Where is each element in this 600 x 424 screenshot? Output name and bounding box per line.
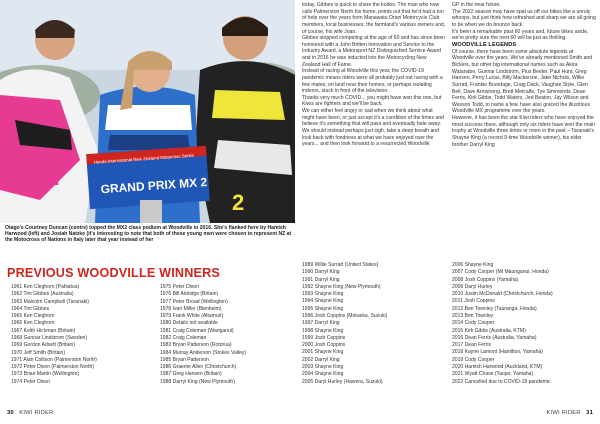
article-paragraph: The 2022 season may have spat us off our bikes like a unruly whoops, but just think how refreshed and sharp we are all going to be when we do bounce back. bbox=[452, 8, 596, 28]
winner-entry: 2015 Kirk Gibbs (Australia, KTM) bbox=[452, 327, 526, 334]
winner-entry: 1994 Shayne King bbox=[302, 298, 344, 305]
winner-entry: 1997 Darryl King bbox=[302, 320, 340, 327]
winner-entry: 2007 Cody Cooper (Mt Maunganui, Honda) bbox=[452, 269, 549, 276]
article-column-1 bbox=[302, 2, 446, 148]
winner-entry: 2008 Josh Coppins (Yamaha) bbox=[452, 276, 519, 283]
footer-left bbox=[7, 410, 54, 416]
rider-right-number: 2 bbox=[232, 190, 245, 215]
winner-entry: 1979 Frank White (Altamuri) bbox=[160, 313, 224, 320]
article-paragraph: We should instead perhaps just sigh, take a deep breath and look back with fondness at what we have enjoyed over the years... and then look forward to a resurrected Woodville bbox=[302, 127, 439, 148]
grand-prix-banner bbox=[86, 146, 210, 209]
winner-entry: 1961 Ken Cleghorn (Pahiatua) bbox=[11, 284, 80, 290]
winner-entry: 1985 Bryan Patterson bbox=[160, 356, 209, 363]
winners-list-2 bbox=[160, 284, 246, 386]
winner-entry: 1970 Jeff Smith (Britain) bbox=[11, 349, 66, 356]
winner-entry: 2018 Kayne Lamont (Hamilton, Yamaha) bbox=[452, 349, 543, 356]
winner-entry: 2009 Daryl Hurley bbox=[452, 283, 493, 290]
winners-list-1 bbox=[11, 284, 97, 386]
article-paragraph: However, it has been the star Kiwi riders who have enjoyed the most success there, although only six riders have won the main trophy at Woodville three times or more in the past – Taranaki's Shayne King (a record 9-time Woodville winner), his elder brother Darryl King bbox=[452, 115, 595, 148]
winner-entry: 1984 Murray Anderson (Stokes Valley) bbox=[160, 349, 247, 356]
winner-entry: 1977 Peter Broad (Wellington) bbox=[160, 298, 228, 305]
winners-list-4 bbox=[452, 262, 553, 386]
winner-entry: 1963 Malcolm Campbell (Taranaki) bbox=[11, 298, 89, 305]
article-paragraph: Instead of racing at Woodville this year, the COVID-19 pandemic means riders were all probably just out racing with a few mates, on land near their homes, or perhaps isolating indoors, stuck in front of the television. bbox=[302, 68, 443, 95]
winner-entry: 1998 Shayne King bbox=[302, 327, 344, 334]
article-column-2 bbox=[452, 2, 596, 148]
winner-entry: 1971 Alan Collison (Palmerston North) bbox=[11, 356, 97, 363]
winner-entry: 1980 Details not available bbox=[160, 320, 218, 327]
winner-entry: 1983 Bryan Patterson (Rotorua) bbox=[160, 342, 232, 349]
photo-caption: Otago's Courtney Duncan (centre) topped the MX2 class podium at Woodville in 2016. She's flanked here by Hamish Harwood (left) and Josiah Natzke (it's interesting to note that both of these young men were chosen to represent NZ at the Motocross of Nations in Italy later that year instead of her bbox=[5, 225, 292, 244]
article-paragraph: It's been a remarkable past 60 years and, future bikes aside, we're pretty sure the next 60 will be just as thrilling. bbox=[452, 28, 589, 42]
winner-entry: 1981 Craig Coleman (Wanganui) bbox=[160, 327, 234, 334]
winner-entry: 2016 Dean Ferris (Australia, Yamaha) bbox=[452, 334, 537, 341]
article-paragraph: Gibbes stopped competing at the age of 60 and has since been honoured with a John Britten Innovation and Service to the Industry Award, a Motorsport NZ Distinguished Service Award and in 2016 he was inducted into the Motorcycling New Zealand Hall of Fame. bbox=[302, 35, 446, 68]
article-paragraph: Of course, there have been some absolute legends at Woodville over the years. We've already mentioned Smith and Bickers, but other big international names such as Akira Watanabe, Gunnar Lindstrom, Pius Beeler, Paul Hunt, Greg Hansen, Perry Lucas, Billy Mackenzie, Jake Nichols, Willie Surratt, Frankie Brundage, Craig Dack, Vaughan Style, Glen Bell, Dave Armstrong, Brett Metcalfe, Tye Simmonds, Dean Ferris, Kirk Gibbs, Todd Waters, Jed Beaton, Jay Wilson and Wesson Todd, to name a few, have also graced the illustrious Woodville MX programme over the years. bbox=[452, 48, 593, 115]
winner-entry: 2003 Shayne King bbox=[302, 363, 344, 370]
winner-entry: 1982 Craig Coleman bbox=[160, 334, 207, 341]
winner-entry: 2011 Josh Coppins bbox=[452, 298, 495, 305]
page-number-right: 31 bbox=[586, 410, 593, 416]
winner-entry: 1973 Brian Martin (Wellington) bbox=[11, 371, 80, 378]
winner-entry: 2001 Shayne King bbox=[302, 349, 344, 356]
winner-entry: 1999 Josh Coppins bbox=[302, 334, 346, 341]
winner-entry: 1969 Gordon Adsett (Britain) bbox=[11, 342, 75, 349]
winner-entry: 1989 Willie Surratt (United States) bbox=[302, 262, 379, 268]
footer-right bbox=[546, 410, 593, 416]
winner-entry: 1962 Tim Gibbes (Australia) bbox=[11, 291, 74, 298]
winner-entry: 2000 Josh Coppins bbox=[302, 342, 346, 349]
article-paragraph: today, Gibbes is quick to share the kudos. The man who now calls Palmerston North his home, points out that he'd had a ton of help over the years from Manawatu Orion Motorcycle Club members, local businesses, the farmland's various owners and, of course, his wife Joan. bbox=[302, 2, 446, 35]
winner-entry: 2022 Cancelled due to COVID-19 pandemic bbox=[452, 378, 551, 385]
winner-entry: 1991 Darryl King bbox=[302, 276, 340, 283]
winner-entry: 1990 Darryl King bbox=[302, 269, 340, 276]
winner-entry: 1966 Ken Cleghorn bbox=[11, 320, 55, 327]
winner-entry: 2002 Darryl King bbox=[302, 356, 340, 363]
winner-entry: 1964 Tim Gibbes bbox=[11, 305, 50, 312]
winner-entry: 2021 Wyatt Chase (Taupo, Yamaha) bbox=[452, 371, 534, 378]
winner-entry: 1967 Keith Hickman (Britain) bbox=[11, 327, 76, 334]
magazine-name-left: KIWI RIDER bbox=[19, 410, 54, 416]
winner-entry: 1993 Shayne King bbox=[302, 291, 344, 298]
banner-series-text: Honda International New Zealand Motocross Series bbox=[93, 152, 195, 165]
article-paragraph: Thanks very much COVID... you might have won this one, but Kiwis are fighters and we'll be back. bbox=[302, 94, 442, 108]
banner-title-text: GRAND PRIX MX 2 bbox=[100, 174, 208, 197]
page-number-left: 30 bbox=[7, 410, 14, 416]
winner-entry: 2005 Daryl Hurley (Hawera, Suzuki) bbox=[302, 378, 383, 385]
article-paragraph: We can either feel angry or sad when we think about what might have been, or just accept it's a condition of the times and believe it's something that will pass and eventually fade away. bbox=[302, 108, 444, 128]
winner-entry: 1996 Josh Coppins (Motueka, Suzuki) bbox=[302, 312, 388, 319]
magazine-name-right: KIWI RIDER bbox=[546, 410, 581, 416]
winners-list-3 bbox=[302, 262, 387, 386]
winner-entry: 2020 Hamish Harwood (Auckland, KTM) bbox=[452, 363, 543, 370]
winner-entry: 1988 Darryl King (New Plymouth) bbox=[160, 378, 235, 385]
rider-left-number: 31 bbox=[30, 161, 59, 191]
winner-entry: 1978 Ivan Miller (Blenheim) bbox=[160, 305, 222, 312]
winner-entry: 1976 Bill Aldridge (Britain) bbox=[160, 291, 219, 298]
winner-entry: 1974 Peter Dixon bbox=[11, 378, 50, 385]
article-paragraph: GP in the near future. bbox=[452, 2, 501, 8]
winner-entry: 2006 Shayne King bbox=[452, 262, 494, 268]
winner-entry: 2010 Justin McDonald (Christchurch, Honda) bbox=[452, 291, 553, 298]
winner-entry: 2004 Shayne King bbox=[302, 371, 344, 378]
winners-title: PREVIOUS WOODVILLE WINNERS bbox=[7, 266, 221, 280]
winner-entry: 1987 Greg Hansen (Britain) bbox=[160, 371, 222, 378]
section-heading: WOODVILLE LEGENDS bbox=[452, 41, 517, 48]
winner-entry: 1975 Peter Dixon bbox=[160, 284, 199, 290]
winner-entry: 2012 Ben Townley (Tauranga, Honda) bbox=[452, 305, 537, 312]
winner-entry: 2013 Ben Townley bbox=[452, 312, 494, 319]
winner-entry: 2014 Cody Cooper bbox=[452, 320, 495, 327]
winner-entry: 1992 Shayne King (New Plymouth) bbox=[302, 283, 381, 290]
winner-entry: 1965 Ken Cleghorn bbox=[11, 313, 55, 320]
winner-entry: 1968 Gunnar Lindstrom (Sweden) bbox=[11, 334, 88, 341]
winner-entry: 1972 Peter Dixon (Palmerston North) bbox=[11, 364, 95, 371]
winner-entry: 1995 Shayne King bbox=[302, 305, 344, 312]
winner-entry: 1986 Graeme Allen (Christchurch) bbox=[160, 364, 237, 371]
winner-entry: 2017 Dean Ferris bbox=[452, 342, 491, 349]
podium-photo bbox=[0, 0, 295, 223]
winner-entry: 2019 Cody Cooper bbox=[452, 356, 495, 363]
